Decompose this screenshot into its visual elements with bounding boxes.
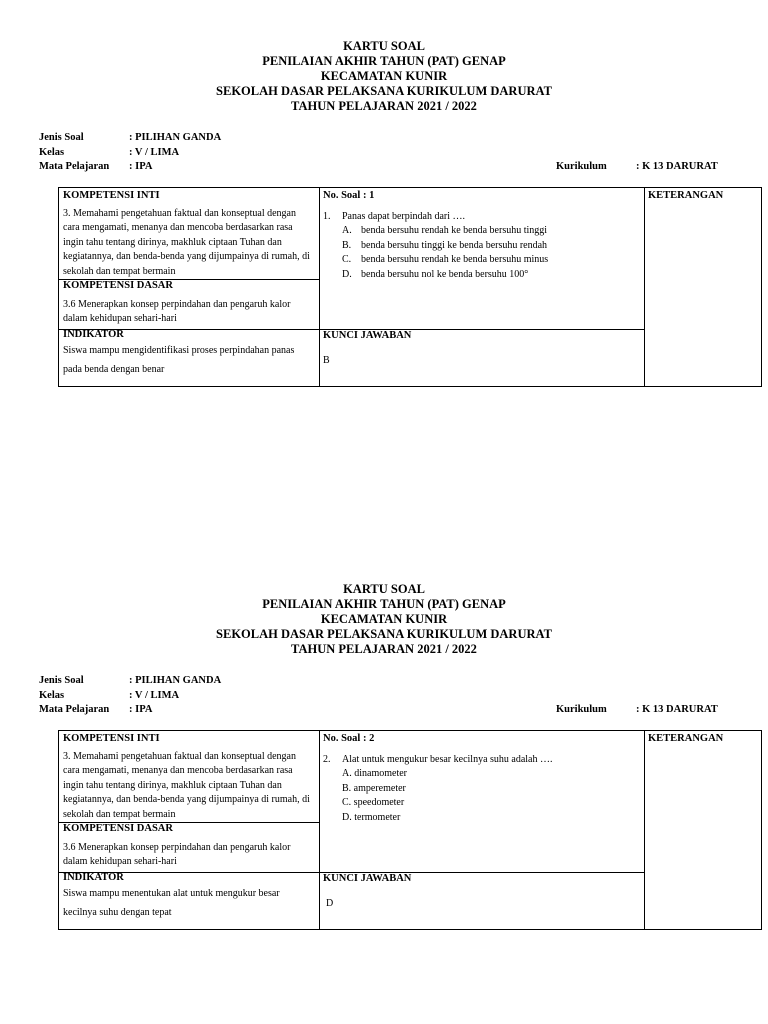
header-year: TAHUN PELAJARAN 2021 / 2022 xyxy=(291,99,477,113)
answer-option: A. dinamometer xyxy=(342,768,407,779)
header-school: SEKOLAH DASAR PELAKSANA KURIKULUM DARURAT xyxy=(216,84,552,98)
header-title: KARTU SOAL xyxy=(343,582,425,596)
answer-option: D. benda bersuhu nol ke benda bersuhu 100° xyxy=(342,268,529,280)
question-card-1 xyxy=(0,0,768,420)
question-card-2 xyxy=(0,543,768,963)
header-title: KARTU SOAL xyxy=(343,39,425,53)
kompetensi-inti-title: KOMPETENSI INTI xyxy=(63,733,160,744)
meta-mata-pelajaran: Mata Pelajaran : IPA xyxy=(39,161,153,172)
answer-option: A. benda bersuhu rendah ke benda bersuhu tinggi xyxy=(342,225,548,236)
keterangan-title: KETERANGAN xyxy=(648,190,724,201)
indikator-cell xyxy=(63,329,308,379)
kompetensi-dasar-text: 3.6 Menerapkan konsep perpindahan dan pengaruh kalor dalam kehidupan sehari-hari xyxy=(63,298,291,324)
kompetensi-dasar-title: KOMPETENSI DASAR xyxy=(63,823,173,834)
meta-kurikulum: Kurikulum : K 13 DARURAT xyxy=(556,161,718,172)
answer-option: B. amperemeter xyxy=(342,782,406,794)
kompetensi-dasar-title: KOMPETENSI DASAR xyxy=(63,280,173,291)
indikator-text: Siswa mampu menentukan alat untuk mengukur besar kecilnya suhu dengan tepat xyxy=(63,888,280,918)
answer-option: C. benda bersuhu rendah ke benda bersuhu minus xyxy=(342,254,549,265)
kunci-jawaban-title: KUNCI JAWABAN xyxy=(323,873,412,884)
answer-options xyxy=(342,767,641,825)
question-cell xyxy=(323,732,641,825)
question-stem xyxy=(323,210,641,225)
header-district: KECAMATAN KUNIR xyxy=(320,69,448,83)
keterangan-title: KETERANGAN xyxy=(648,733,724,744)
kompetensi-inti-title: KOMPETENSI INTI xyxy=(63,190,160,201)
question-cell xyxy=(323,189,641,282)
meta-jenis-soal: Jenis Soal : PILIHAN GANDA xyxy=(39,675,222,686)
question-number: 2. xyxy=(323,753,331,765)
meta-kelas: Kelas : V / LIMA xyxy=(39,689,180,701)
indikator-title: INDIKATOR xyxy=(63,872,124,883)
kompetensi-inti-cell xyxy=(63,732,315,822)
kunci-jawaban-value: B xyxy=(323,354,330,366)
question-text: Alat untuk mengukur besar kecilnya suhu adalah …. xyxy=(342,753,553,765)
meta-kelas: Kelas : V / LIMA xyxy=(39,146,180,158)
question-table xyxy=(58,187,762,387)
header-school: SEKOLAH DASAR PELAKSANA KURIKULUM DARURAT xyxy=(216,627,552,641)
header-year: TAHUN PELAJARAN 2021 / 2022 xyxy=(291,642,477,656)
kunci-jawaban-value: D xyxy=(326,897,334,909)
column-divider xyxy=(319,188,320,386)
kompetensi-inti-text: 3. Memahami pengetahuan faktual dan konseptual dengan cara mengamati, menanya dan mencoba berdasarkan rasa ingin tahu tentang dirinya, makhluk ciptaan Tuhan dan kegiatannya, dan benda-benda yang dijumpainya di rumah, di sekolah dan tempat bermain xyxy=(63,750,310,820)
column-divider xyxy=(644,731,645,929)
kompetensi-dasar-cell xyxy=(63,279,315,327)
kunci-jawaban-title: KUNCI JAWABAN xyxy=(323,330,412,341)
keterangan-cell xyxy=(648,732,760,747)
card-header xyxy=(0,39,768,114)
kunci-jawaban-cell xyxy=(323,872,641,911)
meta-mata-pelajaran: Mata Pelajaran : IPA xyxy=(39,704,153,715)
card-header xyxy=(0,582,768,657)
question-number: 1. xyxy=(323,210,331,222)
meta-info xyxy=(39,674,221,718)
indikator-text: Siswa mampu mengidentifikasi proses perpindahan panas pada benda dengan benar xyxy=(63,345,295,375)
column-divider xyxy=(644,188,645,386)
kompetensi-dasar-text: 3.6 Menerapkan konsep perpindahan dan pengaruh kalor dalam kehidupan sehari-hari xyxy=(63,841,291,867)
kunci-jawaban-cell xyxy=(323,329,641,368)
indikator-cell xyxy=(63,872,308,922)
indikator-title: INDIKATOR xyxy=(63,329,124,340)
header-exam: PENILAIAN AKHIR TAHUN (PAT) GENAP xyxy=(262,597,506,611)
column-divider xyxy=(319,731,320,929)
header-exam: PENILAIAN AKHIR TAHUN (PAT) GENAP xyxy=(262,54,506,68)
answer-options xyxy=(342,224,641,282)
kompetensi-inti-text: 3. Memahami pengetahuan faktual dan konseptual dengan cara mengamati, menanya dan mencoba berdasarkan rasa ingin tahu tentang dirinya, makhluk ciptaan Tuhan dan kegiatannya, dan benda-benda yang dijumpainya di rumah, di sekolah dan tempat bermain xyxy=(63,207,310,277)
question-table xyxy=(58,730,762,930)
header-district: KECAMATAN KUNIR xyxy=(320,612,448,626)
question-number-title: No. Soal : 1 xyxy=(323,190,375,201)
question-number-title: No. Soal : 2 xyxy=(323,733,375,744)
meta-kurikulum: Kurikulum : K 13 DARURAT xyxy=(556,704,718,715)
answer-option: C. speedometer xyxy=(342,797,405,808)
keterangan-cell xyxy=(648,189,760,204)
answer-option: B. benda bersuhu tinggi ke benda bersuhu rendah xyxy=(342,239,548,251)
question-stem xyxy=(323,753,641,768)
kompetensi-inti-cell xyxy=(63,189,315,279)
meta-info xyxy=(39,131,221,175)
meta-jenis-soal: Jenis Soal : PILIHAN GANDA xyxy=(39,132,222,143)
answer-option: D. termometer xyxy=(342,811,401,823)
kompetensi-dasar-cell xyxy=(63,822,315,870)
question-text: Panas dapat berpindah dari …. xyxy=(342,210,466,222)
